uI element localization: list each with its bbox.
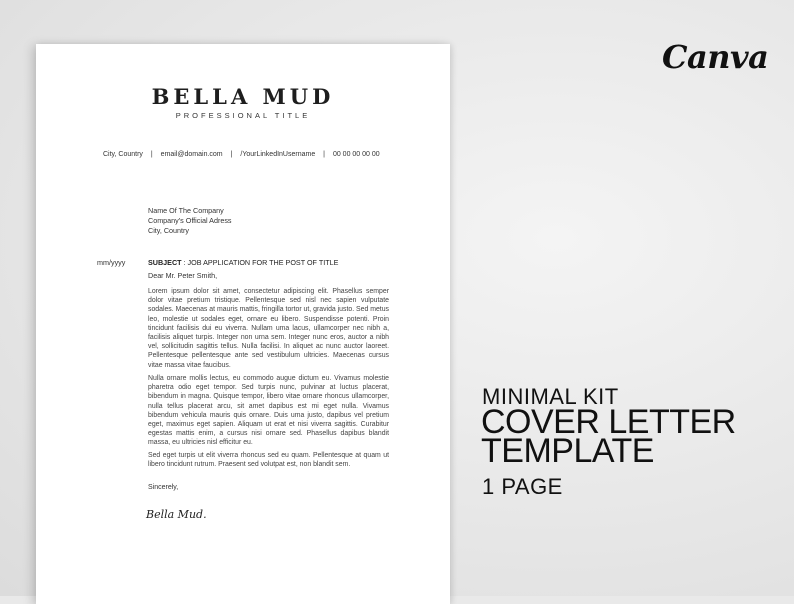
- headline-line-1: COVER LETTER: [481, 403, 736, 441]
- page-count-label: 1 PAGE: [482, 474, 563, 499]
- greeting: Dear Mr. Peter Smith,: [148, 271, 218, 280]
- recipient-city: City, Country: [148, 226, 190, 235]
- contact-city: City, Country: [103, 151, 143, 158]
- product-headline: [481, 403, 736, 470]
- professional-title: PROFESSIONAL TITLE: [175, 111, 311, 120]
- signature: Bella Mud.: [146, 508, 207, 521]
- subject-line: [148, 258, 338, 267]
- contact-separator: |: [323, 151, 325, 158]
- contact-separator: |: [150, 151, 153, 158]
- headline-line-2: TEMPLATE: [481, 432, 654, 470]
- body-paragraph-1: Lorem ipsum dolor sit amet, consectetur adipiscing elit. Phasellus semper dolor vitae pretium tristique. Pellentesque sed nisl nec sapien vulputate sodales. Maecenas at mauris mattis, fringilla tortor ut, gravida justo. Sed metus leo, molestie ut sodales eget, ornare eu libero. Suspendisse potenti. Proin tincidunt facilisis dui eu viverra. Nullam uma lacus, ullamcorper nec nibh a, facilisis aliquet turpis. Integer non urna sem. Integer nunc eros, auctor a nibh vel, sollicitudin sagittis tellus. Nulla facilisi. In aliquet ac nunc auctor laoreet. Pellentesque pellentesque ante sed vestibulum ultricies. Maecenas cursus vitae massa vitae faucibus.: [148, 288, 389, 369]
- subject-label: SUBJECT: [148, 258, 182, 267]
- contact-phone: 00 00 00 00 00: [332, 151, 380, 158]
- kit-label: MINIMAL KIT: [482, 384, 619, 409]
- body-paragraph-3: Sed eget turpis ut elit viverra rhoncus sed eu quam. Pellentesque at quam ut libero tincidunt rutrum. Praesent sed volutpat est, non blandit sem.: [148, 452, 389, 469]
- recipient-company: Name Of The Company: [148, 206, 224, 215]
- body-paragraph-2: Nulla ornare mollis lectus, eu commodo augue dictum eu. Vivamus molestie pharetra odio eget tempor. Sed turpis nunc, pulvinar at luctus placerat, bibendum in magna. Quisque tempor, libero vitae ornare rhoncus ullamcorper, nulla tellus placerat arcu, sit amet dapibus est mi eget nulla. Vivamus bibendum vehicula mauris quis ornare. Duis uma justo, dapibus vel pretium eget, maximus eget sapien. Aliquam ut erat et nisi viverra sagittis. Curabitur egestas mattis enim, a cursus nisi ornare sed. Phasellus dapibus blandit massa, eu ultricies nisl efficitur eu.: [148, 375, 389, 447]
- contact-email: email@domain.com: [160, 151, 223, 158]
- recipient-address: Company's Official Adress: [148, 216, 232, 225]
- applicant-name: BELLA MUD: [151, 84, 335, 109]
- closing: Sincerely,: [148, 484, 179, 491]
- cover-letter-page: [36, 44, 450, 604]
- recipient-block: [148, 206, 232, 236]
- subject-text: : JOB APPLICATION FOR THE POST OF TITLE: [181, 258, 339, 267]
- contact-line: [103, 151, 410, 158]
- contact-separator: |: [230, 151, 233, 158]
- canva-logo: Canva: [662, 38, 769, 76]
- letter-date: mm/yyyy: [97, 258, 126, 267]
- contact-linkedin: /YourLinkedInUsername: [240, 151, 316, 158]
